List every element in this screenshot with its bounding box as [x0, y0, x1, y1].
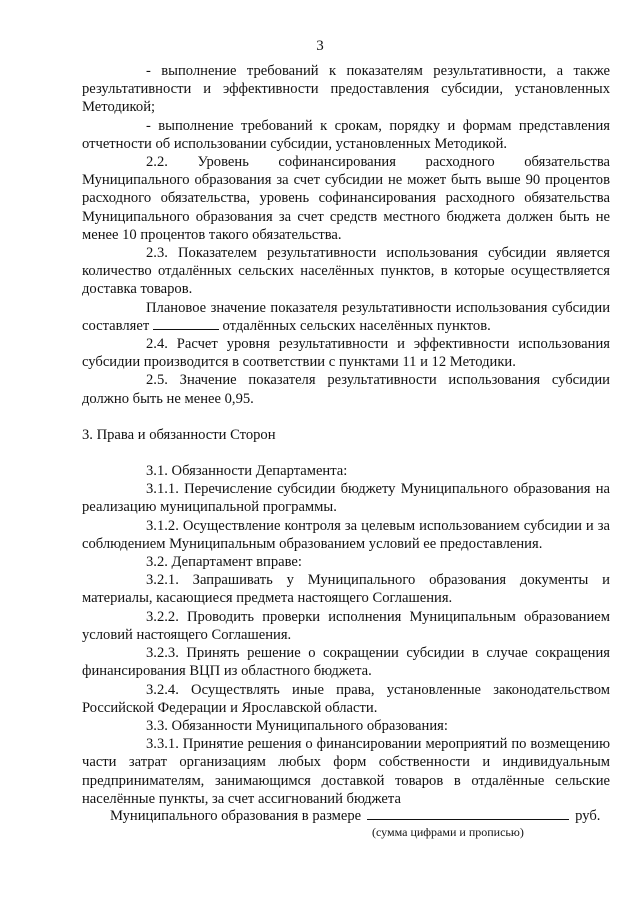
paragraph-3-2-4: 3.2.4. Осуществлять иные права, установленные законодательством Российской Федерации и Ярославской области.	[82, 681, 610, 716]
page-number: 3	[316, 38, 324, 54]
amount-caption: (сумма цифрами и прописью)	[372, 825, 524, 839]
paragraph-3-3-1: 3.3.1. Принятие решения о финансировании мероприятий по возмещению части затрат организациям любых форм собственности и индивидуальным предпринимателям, занимающимся доставкой товаров в отдалённые сельские населённые пункты, за счет ассигнований бюджета	[82, 736, 610, 807]
paragraph-2-3: 2.3. Показателем результативности использования субсидии является количество отдалённых сельских населённых пунктов, в которые осуществляется доставка товаров.	[82, 245, 610, 298]
amount-blank	[367, 807, 569, 820]
paragraph-3-1-1: 3.1.1. Перечисление субсидии бюджету Муниципального образования на реализацию муниципальной программы.	[82, 481, 610, 516]
section-heading: 3. Права и обязанности Сторон	[82, 426, 276, 443]
paragraph-3-2: 3.2. Департамент вправе:	[146, 554, 302, 571]
paragraph-reporting-indicators: - выполнение требований к показателям результативности, а также результативности и эффективности предоставления субсидии, установленных Методикой;	[82, 63, 610, 116]
paragraph-3-2-1: 3.2.1. Запрашивать у Муниципального образования документы и материалы, касающиеся предмета настоящего Соглашения.	[82, 572, 610, 607]
paragraph-reporting-terms: - выполнение требований к срокам, порядку и формам представления отчетности об использовании субсидии, установленных Методикой.	[82, 117, 610, 152]
amount-currency: руб.	[575, 808, 601, 824]
planned-value-text: Плановое значение показателя результативности использования субсидии составляет	[82, 299, 610, 334]
paragraph-planned-value	[82, 299, 610, 335]
paragraph-2-4: 2.4. Расчет уровня результативности и эффективности использования субсидии производится в соответствии с пунктами 11 и 12 Методики.	[82, 336, 610, 371]
planned-value-blank	[153, 317, 219, 330]
paragraph-3-3: 3.3. Обязанности Муниципального образования:	[146, 717, 448, 734]
paragraph-3-1: 3.1. Обязанности Департамента:	[146, 463, 348, 480]
paragraph-3-2-3: 3.2.3. Принять решение о сокращении субсидии в случае сокращения финансирования ВЦП из областного бюджета.	[82, 645, 610, 680]
paragraph-2-5: 2.5. Значение показателя результативности использования субсидии должно быть не менее 0,95.	[82, 372, 610, 407]
amount-label: Муниципального образования в размере	[110, 808, 362, 824]
document-body	[82, 62, 610, 808]
paragraph-3-2-2: 3.2.2. Проводить проверки исполнения Муниципальным образованием условий настоящего Соглашения.	[82, 608, 610, 643]
planned-value-unit: отдалённых сельских населённых пунктов.	[222, 317, 491, 334]
paragraph-3-1-2: 3.1.2. Осуществление контроля за целевым использованием субсидии и за соблюдением Муниципальным образованием условий ее предоставления.	[82, 517, 610, 552]
amount-line	[110, 807, 610, 825]
paragraph-2-2: 2.2. Уровень софинансирования расходного обязательства Муниципального образования за счет субсидии не может быть выше 90 процентов расходного обязательства, уровень софинансирования расходного обязательства Муниципального образования за счет средств местного бюджета должен быть не менее 10 процентов такого обязательства.	[82, 154, 610, 243]
